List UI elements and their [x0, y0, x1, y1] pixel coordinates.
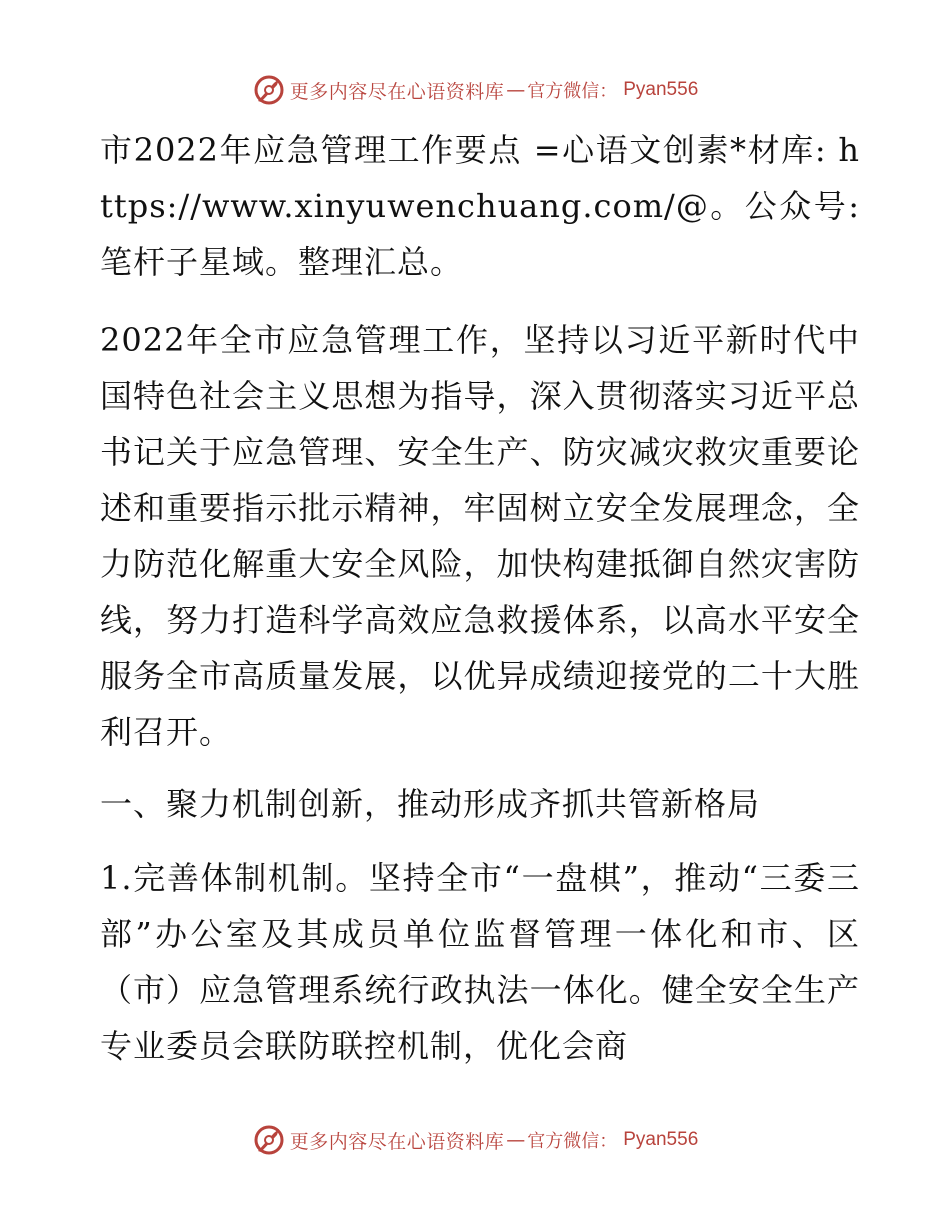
banner-label: 官方微信： [527, 81, 618, 102]
banner-separator: — [506, 79, 526, 101]
item-paragraph: 1.完善体制机制。坚持全市“一盘棋”，推动“三委三部”办公室及其成员单位监督管理一体化和市、区（市）应急管理系统行政执法一体化。健全安全生产专业委员会联防联控机制，优化会商 [100, 859, 860, 1065]
quill-pen-circle-logo-icon [252, 73, 286, 107]
banner-separator: — [506, 1129, 526, 1151]
intro-paragraph: 2022年全市应急管理工作，坚持以习近平新时代中国特色社会主义思想为指导，深入贯彻落实习近平总书记关于应急管理、安全生产、防灾减灾救灾重要论述和重要指示批示精神，牢固树立安全发展理念，全力防范化解重大安全风险，加快构建抵御自然灾害防线，努力打造科学高效应急救援体系，以高水平安全服务全市高质量发展，以优异成绩迎接党的二十大胜利召开。 [100, 321, 860, 751]
document-title-paragraph: 市2022年应急管理工作要点 =心语文创素*材库: https://www.xinyuwenchuang.com/@。公众号: 笔杆子星域。整理汇总。 [100, 131, 860, 281]
banner-text: 更多内容尽在心语资料库 [289, 80, 505, 103]
banner-label: 官方微信： [527, 1131, 618, 1152]
banner-wechat-id: Pyan556 [623, 1129, 699, 1150]
document-body [100, 122, 860, 1090]
footer-watermark-banner [0, 1120, 950, 1160]
banner-wechat-id: Pyan556 [623, 79, 699, 100]
section-heading: 一、聚力机制创新，推动形成齐抓共管新格局 [100, 785, 761, 823]
quill-pen-circle-logo-icon [252, 1123, 286, 1157]
header-watermark-banner [0, 70, 950, 110]
banner-text: 更多内容尽在心语资料库 [289, 1130, 505, 1153]
